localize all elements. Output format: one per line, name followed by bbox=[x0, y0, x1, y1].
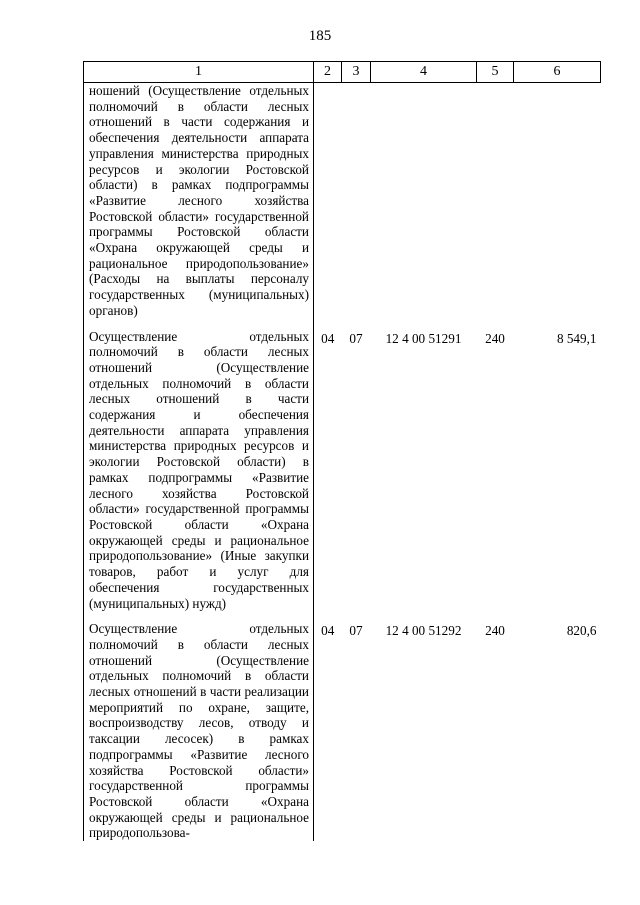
row-amount: 820,6 bbox=[566, 623, 597, 639]
row-expense-type: 240 bbox=[485, 623, 505, 639]
row-section: 04 bbox=[321, 623, 335, 639]
row-description: Осуществление отдельных полномочий в области лесных отношений (Осуществление отдельных полномочий в области лесных отношений в части содержания и обеспечения деятельности аппарата управления министерства природных ресурсов и экологии Ростовской области) в рамках подпрограммы «Развитие лесного хозяйства Ростовской области» государственной программы Ростовской области «Охрана окружающей среды и рациональное природопользование» (Иные закупки товаров, работ и услуг для обеспечения государственных (муниципальных) нужд) bbox=[84, 329, 314, 612]
row-target-article bbox=[371, 83, 477, 319]
row-section bbox=[314, 83, 342, 319]
row-amount bbox=[514, 83, 601, 319]
table-header-row bbox=[84, 62, 601, 83]
page-number: 185 bbox=[308, 28, 332, 44]
row-target-article: 12 4 00 51292 bbox=[385, 623, 462, 639]
row-subsection: 07 bbox=[349, 623, 363, 639]
row-description: ношений (Осуществление отдельных полномочий в области лесных отношений в части содержания и обеспечения деятельности аппарата управления министерства природных ресурсов и экологии Ростовской области) в рамках подпрограммы «Развитие лесного хозяйства Ростовской области» государственной программы Ростовской области «Охрана окружающей среды и рациональное природопользование» (Расходы на выплаты персоналу государственных (муниципальных) органов) bbox=[84, 83, 314, 319]
row-target-article: 12 4 00 51291 bbox=[385, 330, 462, 346]
table-row bbox=[84, 329, 601, 612]
table-row bbox=[84, 83, 601, 319]
column-header-2: 2 bbox=[314, 62, 342, 83]
row-subsection bbox=[342, 83, 371, 319]
column-header-6: 6 bbox=[514, 62, 601, 83]
column-header-5: 5 bbox=[477, 62, 514, 83]
row-expense-type: 240 bbox=[485, 330, 505, 346]
row-amount: 8 549,1 bbox=[556, 330, 597, 346]
row-description: Осуществление отдельных полномочий в области лесных отношений (Осуществление отдельных полномочий в области лесных отношений в части реализации мероприятий по охране, защите, воспроизводству лесов, отводу и таксации лесосек) в рамках подпрограммы «Развитие лесного хозяйства Ростовской области» государственной программы Ростовской области «Охрана окружающей среды и рациональное природопользова- bbox=[84, 621, 314, 841]
column-header-3: 3 bbox=[342, 62, 371, 83]
row-section: 04 bbox=[321, 330, 335, 346]
table-row bbox=[84, 621, 601, 841]
column-header-1: 1 bbox=[84, 62, 314, 83]
row-subsection: 07 bbox=[349, 330, 363, 346]
row-expense-type bbox=[477, 83, 514, 319]
column-header-4: 4 bbox=[371, 62, 477, 83]
budget-table bbox=[83, 61, 601, 841]
